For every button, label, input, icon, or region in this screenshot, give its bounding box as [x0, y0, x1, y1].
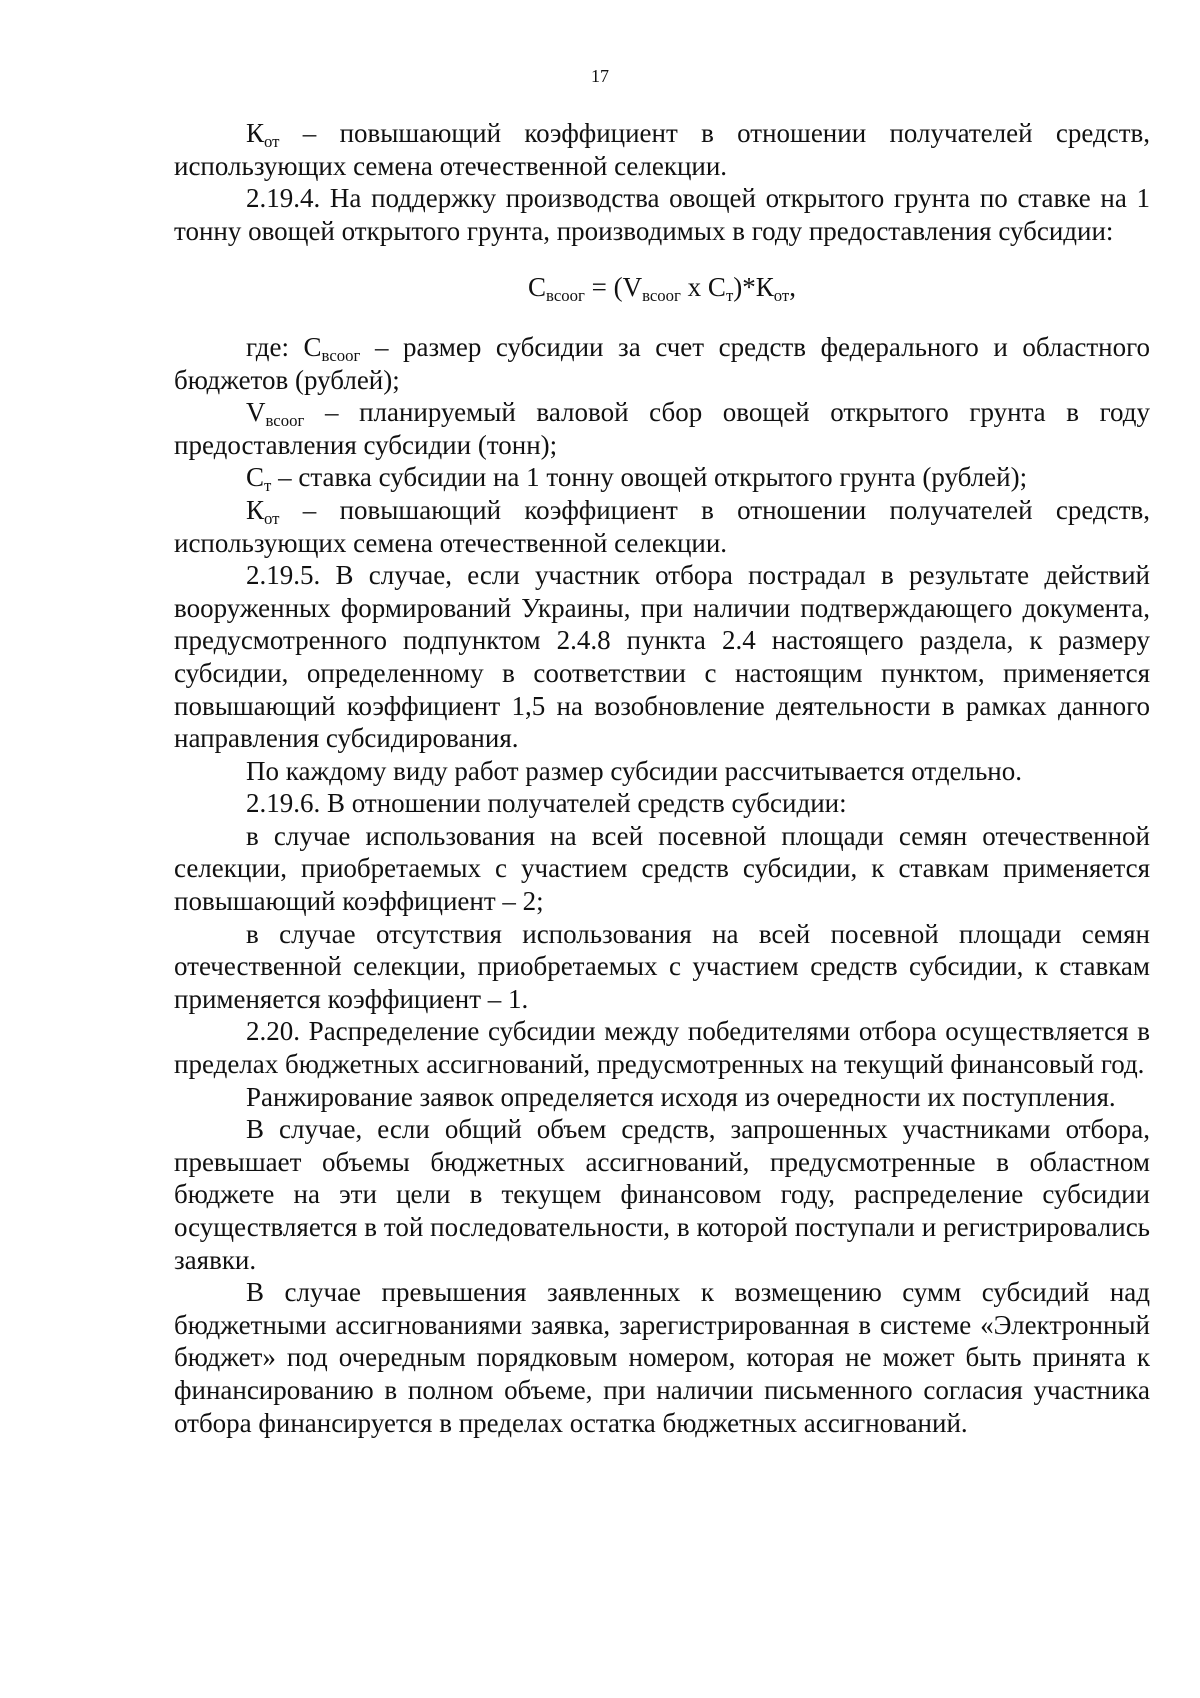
symbol-k-subscript: от [264, 131, 280, 151]
formula-k: К [755, 272, 774, 303]
formula-end: , [789, 272, 796, 303]
paragraph-ranking: Ранжирование заявок определяется исходя из очередности их поступления. [246, 1081, 1116, 1112]
formula-times: х [680, 272, 708, 303]
symbol-k-subscript: от [264, 508, 280, 528]
paragraph-2-19-4: 2.19.4. На поддержку производства овощей открытого грунта по ставке на 1 тонну овощей открытого грунта, производимых в году предоставления субсидии: [174, 183, 1150, 246]
symbol-v-subscript: всоог [265, 410, 305, 430]
document-body [174, 117, 1150, 1439]
symbol-c-subscript: всоог [321, 345, 361, 365]
formula-eq: = ( [584, 272, 623, 303]
paragraph-coefficient-1: в случае отсутствия использования на всей посевной площади семян отечественной селекции, приобретаемых с участием средств субсидии, к ставкам применяется коэффициент – 1. [174, 918, 1150, 1014]
paragraph-each-work-type: По каждому виду работ размер субсидии рассчитывается отдельно. [246, 755, 1022, 786]
symbol-c: С [303, 331, 322, 362]
paragraph-k-ot-definition-2 [174, 494, 1150, 559]
formula-v: V [622, 272, 643, 303]
formula-v-subscript: всоог [642, 286, 681, 306]
symbol-c-subscript: т [264, 476, 272, 496]
paragraph-text: – повышающий коэффициент в отношении получателей средств, использующих семена отечественной селекции. [174, 494, 1150, 558]
paragraph-2-19-6: 2.19.6. В отношении получателей средств субсидии: [246, 788, 847, 819]
paragraph-text: – планируемый валовой сбор овощей открытого грунта в году предоставления субсидии (тонн); [174, 397, 1150, 460]
paragraph-2-19-5: 2.19.5. В случае, если участник отбора пострадал в результате действий вооруженных формирований Украины, при наличии подтверждающего документа, предусмотренного подпунктом 2.4.8 пункта 2.4 настоящего раздела, к размеру субсидии, определенному в соответствии с настоящим пунктом, применяется повышающий коэффициент 1,5 на возобновление деятельности в рамках данного направления субсидирования. [174, 560, 1150, 754]
paragraph-where-c-vsoog [174, 331, 1150, 396]
paragraph-text: – ставка субсидии на 1 тонну овощей открытого грунта (рублей); [271, 462, 1028, 493]
paragraph-exceeding-volume: В случае, если общий объем средств, запрошенных участниками отбора, превышает объемы бюджетных ассигнований, предусмотренные в областном бюджете на эти цели в текущем финансовом году, распределение субсидии осуществляется в той последовательности, в которой поступали и регистрировались заявки. [174, 1114, 1150, 1275]
symbol-v: V [246, 397, 266, 428]
paragraph-exceeding-sums: В случае превышения заявленных к возмещению сумм субсидий над бюджетными ассигнованиями заявка, зарегистрированная в системе «Электронный бюджет» под очередным порядковым номером, которая не может быть принята к финансированию в полном объеме, при наличии письменного согласия участника отбора финансируется в пределах остатка бюджетных ассигнований. [174, 1277, 1150, 1438]
formula-c-subscript: всоог [546, 286, 585, 306]
paragraph-v-vsoog [174, 396, 1150, 461]
symbol-c: С [246, 462, 265, 493]
where-prefix: где: [246, 331, 304, 362]
paragraph-text: – повышающий коэффициент в отношении получателей средств, использующих семена отечественной селекции. [174, 118, 1150, 181]
paragraph-2-20: 2.20. Распределение субсидии между победителями отбора осуществляется в пределах бюджетных ассигнований, предусмотренных на текущий финансовый год. [174, 1016, 1150, 1080]
paragraph-coefficient-2: в случае использования на всей посевной площади семян отечественной селекции, приобретаемых с участием средств субсидии, к ставкам применяется повышающий коэффициент – 2; [174, 820, 1150, 917]
formula [174, 271, 1150, 304]
paragraph-text: – размер субсидии за счет средств федерального и областного бюджетов (рублей); [174, 331, 1150, 395]
paragraph-c-t [174, 461, 1150, 494]
symbol-k: К [246, 118, 265, 148]
paragraph-k-ot-definition-1 [174, 117, 1150, 182]
page-number: 17 [591, 66, 609, 86]
formula-mul: )* [733, 272, 756, 303]
formula-ct: С [707, 272, 726, 303]
symbol-k: К [246, 494, 265, 525]
formula-k-subscript: от [773, 286, 790, 306]
formula-c: С [528, 272, 547, 303]
formula-ct-subscript: т [725, 286, 734, 306]
